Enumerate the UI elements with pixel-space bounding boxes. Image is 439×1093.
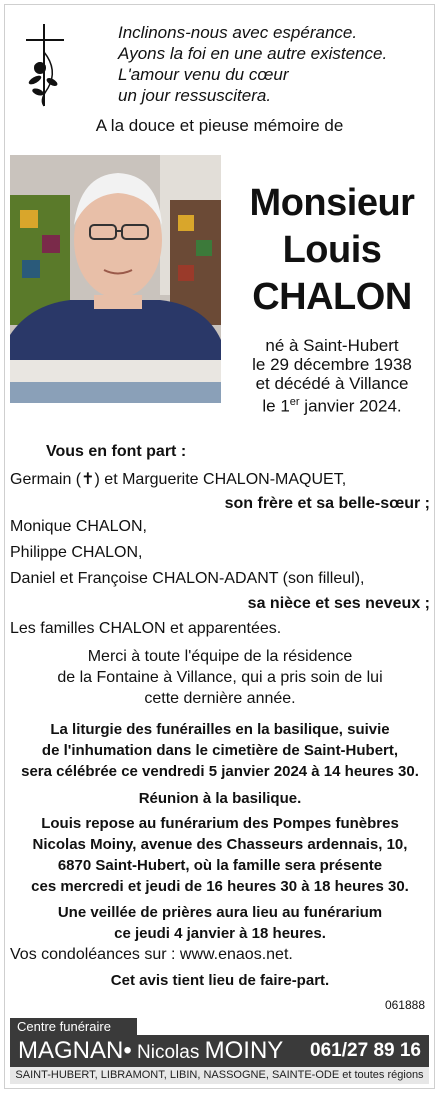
repose-info [10,813,430,897]
family-line: Philippe CHALON, [10,544,143,561]
family-line: Germain (✝) et Marguerite CHALON-MAQUET, [10,471,347,488]
thanks-line: Merci à toute l'équipe de la résidence [87,648,353,665]
thanks-text [10,646,430,709]
cross-with-rose-icon [22,22,72,108]
vigil-line: Une veillée de prières aura lieu au funérarium [57,904,383,921]
poem-line: L'amour venu du cœur [118,65,289,84]
family-relation: sa nièce et ses neveux ; [247,595,430,612]
funeral-home-tab: Centre funéraire [10,1018,137,1035]
reference-number: 061888 [384,998,425,1012]
vigil-line: ce jeudi 4 janvier à 18 heures. [114,925,326,942]
brand-name: MAGNAN [18,1037,124,1064]
thanks-line: cette dernière année. [144,690,296,707]
last-name: CHALON [252,276,412,318]
vigil-info [10,902,430,944]
phone-number: 061/27 89 16 [310,1040,421,1061]
repose-line: ces mercredi et jeudi de 16 heures 30 à 18 heures 30. [31,878,409,895]
repose-line: 6870 Saint-Hubert, où la famille sera présente [57,857,383,874]
funeral-line: La liturgie des funérailles en la basilique, suivie [50,721,390,738]
title: Monsieur [249,182,415,224]
birth-date: le 29 décembre 1938 [252,355,412,374]
poem-line: Inclinons-nous avec espérance. [118,23,358,42]
family-intro: Vous en font part : [46,443,187,460]
condolences-line: Vos condoléances sur : www.enaos.net. [10,946,293,963]
funeral-line: Réunion à la basilique. [138,790,302,807]
birth-place: né à Saint-Hubert [265,336,399,355]
repose-line: Louis repose au funérarium des Pompes funèbres [41,815,399,832]
service-areas: SAINT-HUBERT, LIBRAMONT, LIBIN, NASSOGNE, SAINTE-ODE et toutes régions [10,1067,429,1084]
funeral-line: sera célébrée ce vendredi 5 janvier 2024 à 14 heures 30. [21,763,419,780]
poem-line: un jour ressuscitera. [118,86,272,105]
death-place: et décédé à Villance [255,374,409,393]
funeral-info [10,719,430,809]
bullet: • [123,1037,132,1064]
family-line: Les familles CHALON et apparentées. [10,620,282,637]
notice-line: Cet avis tient lieu de faire-part. [110,972,330,989]
poem-line: Ayons la foi en une autre existence. [118,44,388,63]
birth-death-info [232,336,432,416]
thanks-line: de la Fontaine à Villance, qui a pris soin de lui [57,669,383,686]
family-line: Monique CHALON, [10,518,147,535]
poem [118,22,428,106]
funeral-home-name [18,1037,283,1067]
director-first-name: Nicolas [131,1042,205,1063]
funeral-home-bar [10,1035,429,1067]
director-last-name: MOINY [204,1037,284,1064]
repose-line: Nicolas Moiny, avenue des Chasseurs ardennais, 10, [32,836,408,853]
family-relation: son frère et sa belle-sœur ; [224,495,430,512]
portrait-photo [10,155,221,403]
death-date: le 1er janvier 2024. [262,396,402,416]
first-name: Louis [282,229,382,271]
deceased-name [232,180,432,321]
family-line: Daniel et Françoise CHALON-ADANT (son filleul), [10,570,365,587]
memory-line: A la douce et pieuse mémoire de [95,116,344,135]
funeral-line: de l'inhumation dans le cimetière de Saint-Hubert, [41,742,399,759]
